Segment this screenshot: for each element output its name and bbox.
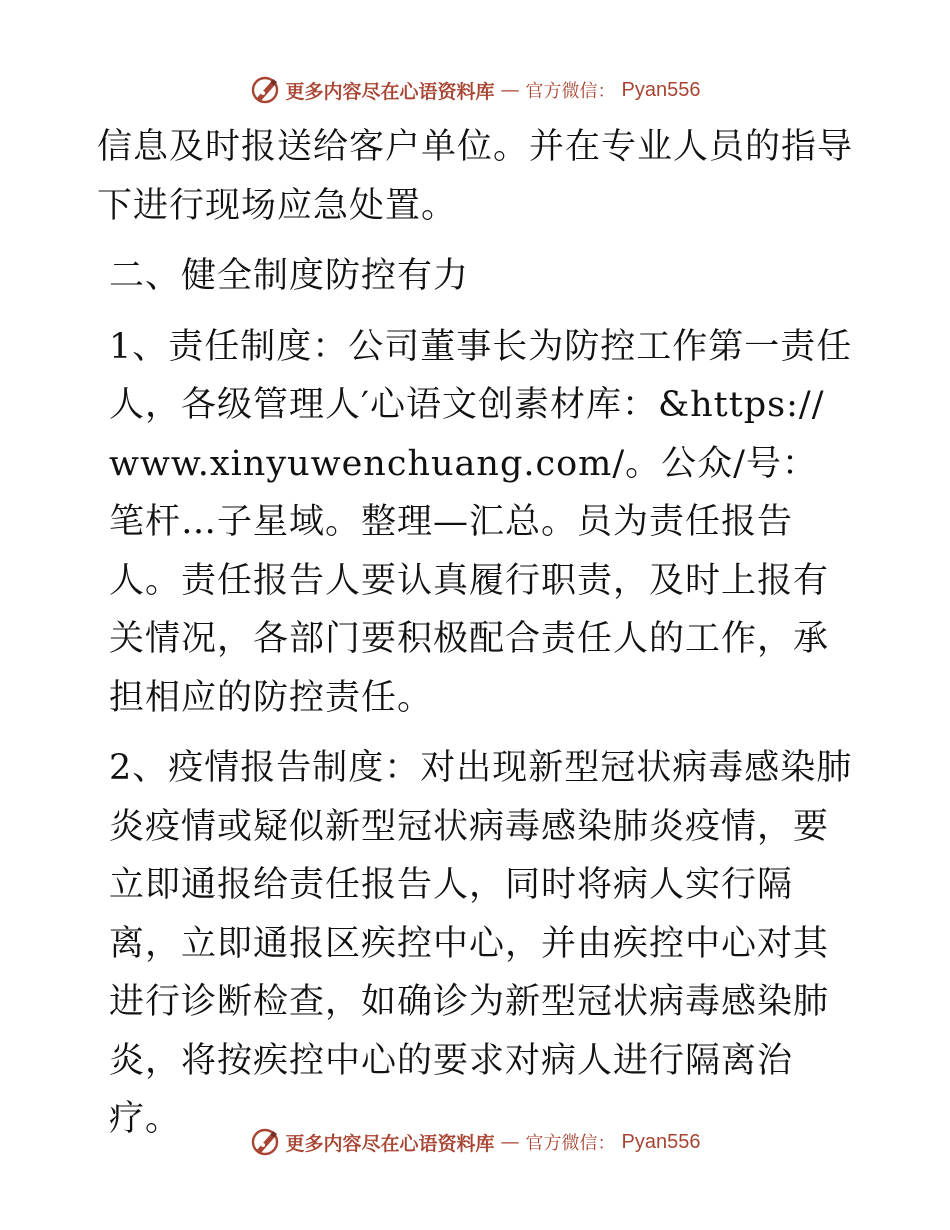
document-body: [97, 118, 853, 1149]
header-banner: [0, 72, 950, 108]
banner-brand-text: 更多内容尽在心语资料库: [285, 1132, 495, 1155]
paragraph-responsibility-system: 1、责任制度：公司董事长为防控工作第一责任人，各级管理人′心语文创素材库：&https://www.xinyuwenchuang.com/。公众/号：笔杆…子星域。整理—汇总。员为责任报告人。责任报告人要认真履行职责，及时上报有关情况，各部门要积极配合责任人的工作，承担相应的防控责任。: [109, 326, 853, 718]
banner-brand-text: 更多内容尽在心语资料库: [285, 80, 495, 103]
pen-logo-icon: [250, 1127, 280, 1157]
paragraph-continuation: 信息及时报送给客户单位。并在专业人员的指导下进行现场应急处置。: [97, 127, 854, 226]
banner-official-label: 官方微信：: [525, 81, 616, 102]
banner-official-label: 官方微信：: [525, 1133, 616, 1154]
banner-wechat-id: Pyan556: [621, 1130, 701, 1153]
pen-logo-icon: [250, 75, 280, 105]
paragraph-epidemic-report-system: 2、疫情报告制度：对出现新型冠状病毒感染肺炎疫情或疑似新型冠状病毒感染肺炎疫情，要立即通报给责任报告人，同时将病人实行隔离，立即通报区疾控中心，并由疾控中心对其进行诊断检查，如确诊为新型冠状病毒感染肺炎，将按疾控中心的要求对病人进行隔离治疗。: [109, 748, 853, 1139]
banner-wechat-id: Pyan556: [621, 78, 701, 101]
footer-banner: [0, 1124, 950, 1160]
banner-dash: —: [500, 79, 520, 101]
banner-dash: —: [500, 1131, 520, 1153]
section-heading: 二、健全制度防控有力: [109, 256, 470, 296]
